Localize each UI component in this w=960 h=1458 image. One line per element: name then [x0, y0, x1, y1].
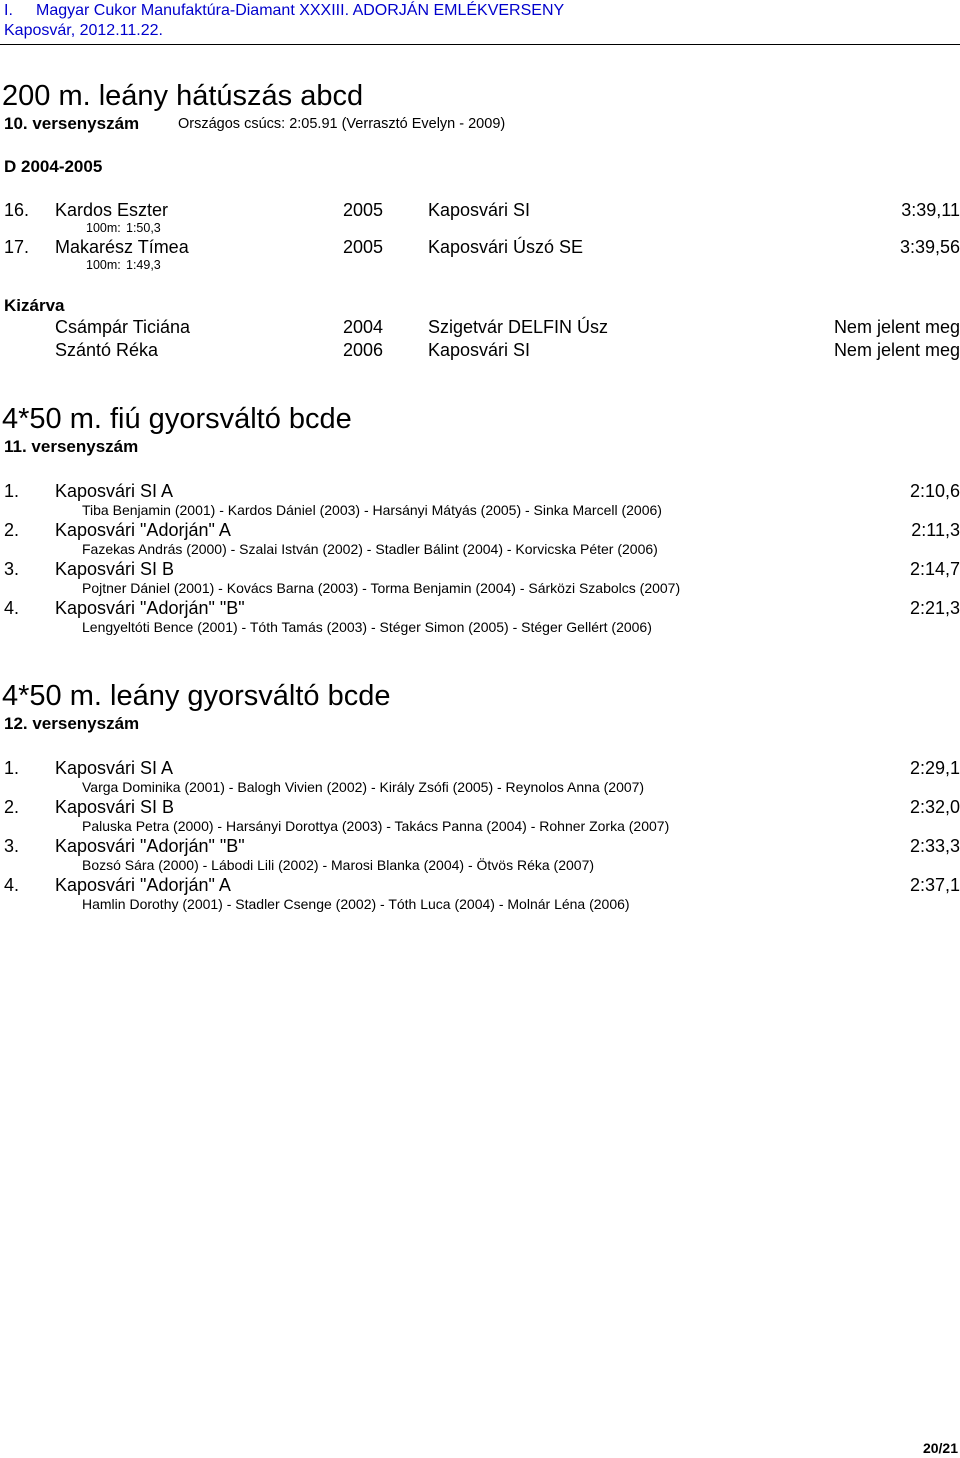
result-time: 2:21,3	[909, 598, 960, 618]
club-name: Kaposvári Úszó SE	[428, 237, 584, 257]
swimmer-name: Makarész Tímea	[55, 237, 189, 257]
result-position: 2.	[4, 520, 20, 540]
relay-row	[0, 559, 960, 581]
birth-year: 2005	[343, 237, 384, 257]
relay-members: Bozsó Sára (2000) - Lábodi Lili (2002) - Marosi Blanka (2004) - Ötvös Réka (2007)	[82, 857, 595, 873]
birth-year: 2006	[343, 340, 384, 360]
birth-year: 2004	[343, 317, 384, 337]
result-position: 1.	[4, 758, 20, 778]
result-position: 2.	[4, 797, 20, 817]
result-position: 16.	[4, 200, 30, 220]
result-time: 2:11,3	[911, 520, 960, 540]
age-category: D 2004-2005	[4, 157, 103, 176]
team-name: Kaposvári SI B	[55, 797, 175, 817]
relay-row	[0, 836, 960, 858]
team-name: Kaposvári SI B	[55, 559, 175, 579]
result-time: 3:39,11	[901, 200, 960, 220]
event-title: 4*50 m. fiú gyorsváltó bcde	[2, 403, 352, 435]
result-position: 1.	[4, 481, 20, 501]
result-time: 3:39,56	[899, 237, 960, 257]
team-name: Kaposvári "Adorján" "B"	[55, 598, 245, 618]
relay-members: Pojtner Dániel (2001) - Kovács Barna (2003) - Torma Benjamin (2004) - Sárközi Szabolcs (2007)	[82, 580, 681, 596]
club-name: Szigetvár DELFIN Úsz	[428, 317, 609, 337]
result-position: 4.	[4, 598, 20, 618]
team-name: Kaposvári SI A	[55, 758, 174, 778]
meet-location-date: Kaposvár, 2012.11.22.	[4, 22, 163, 39]
club-name: Kaposvári SI	[428, 200, 531, 220]
relay-members: Fazekas András (2000) - Szalai István (2002) - Stadler Bálint (2004) - Korvicska Péter (2006)	[82, 541, 658, 557]
team-name: Kaposvári SI A	[55, 481, 174, 501]
relay-row	[0, 797, 960, 819]
result-time: 2:14,7	[909, 559, 960, 579]
dq-status: Nem jelent meg	[833, 340, 960, 360]
swimmer-name: Szántó Réka	[55, 340, 159, 360]
disqualified-heading: Kizárva	[4, 296, 65, 315]
relay-row	[0, 875, 960, 897]
event-number: 11. versenyszám	[4, 437, 139, 456]
result-position: 17.	[4, 237, 30, 257]
result-time: 2:32,0	[909, 797, 960, 817]
meet-number: I.	[4, 2, 13, 19]
split-label: 100m:	[86, 258, 121, 272]
meet-title	[4, 2, 564, 22]
club-name: Kaposvári SI	[428, 340, 531, 360]
split-label: 100m:	[86, 221, 121, 235]
result-position: 3.	[4, 836, 20, 856]
team-name: Kaposvári "Adorján" A	[55, 875, 231, 895]
event-number: 10. versenyszám	[4, 114, 140, 133]
relay-row	[0, 481, 960, 503]
dq-status: Nem jelent meg	[833, 317, 960, 337]
split-time	[86, 258, 161, 272]
relay-members: Lengyeltóti Bence (2001) - Tóth Tamás (2003) - Stéger Simon (2005) - Stéger Gellért (2006)	[82, 619, 652, 635]
result-position: 3.	[4, 559, 20, 579]
relay-row	[0, 598, 960, 620]
result-position: 4.	[4, 875, 20, 895]
swimmer-name: Csámpár Ticiána	[55, 317, 191, 337]
relay-members: Varga Dominika (2001) - Balogh Vivien (2002) - Király Zsófi (2005) - Reynolos Anna (2007)	[82, 779, 645, 795]
split-time	[86, 221, 161, 235]
birth-year: 2005	[343, 200, 384, 220]
page-number: 20/21	[922, 1440, 958, 1456]
swimmer-name: Kardos Eszter	[55, 200, 169, 220]
relay-members: Hamlin Dorothy (2001) - Stadler Csenge (2002) - Tóth Luca (2004) - Molnár Léna (2006)	[82, 896, 630, 912]
split-value: 1:50,3	[126, 221, 161, 235]
relay-row	[0, 520, 960, 542]
result-time: 2:10,6	[909, 481, 960, 501]
event-number: 12. versenyszám	[4, 714, 140, 733]
dq-row	[0, 340, 960, 362]
meet-name: Magyar Cukor Manufaktúra-Diamant XXXIII. ADORJÁN EMLÉKVERSENY	[36, 2, 565, 19]
result-row	[0, 237, 960, 259]
split-value: 1:49,3	[126, 258, 161, 272]
header-divider	[0, 44, 960, 45]
result-time: 2:33,3	[909, 836, 960, 856]
team-name: Kaposvári "Adorján" "B"	[55, 836, 245, 856]
event-title: 4*50 m. leány gyorsváltó bcde	[2, 680, 391, 712]
result-time: 2:37,1	[909, 875, 960, 895]
dq-row	[0, 317, 960, 339]
national-record: Országos csúcs: 2:05.91 (Verrasztó Evelyn - 2009)	[178, 116, 506, 132]
result-row	[0, 200, 960, 222]
team-name: Kaposvári "Adorján" A	[55, 520, 231, 540]
event-title: 200 m. leány hátúszás abcd	[2, 80, 364, 112]
relay-row	[0, 758, 960, 780]
relay-members: Paluska Petra (2000) - Harsányi Dorottya (2003) - Takács Panna (2004) - Rohner Zorka (2007)	[82, 818, 670, 834]
result-time: 2:29,1	[909, 758, 960, 778]
relay-members: Tiba Benjamin (2001) - Kardos Dániel (2003) - Harsányi Mátyás (2005) - Sinka Marcell (2006)	[82, 502, 662, 518]
